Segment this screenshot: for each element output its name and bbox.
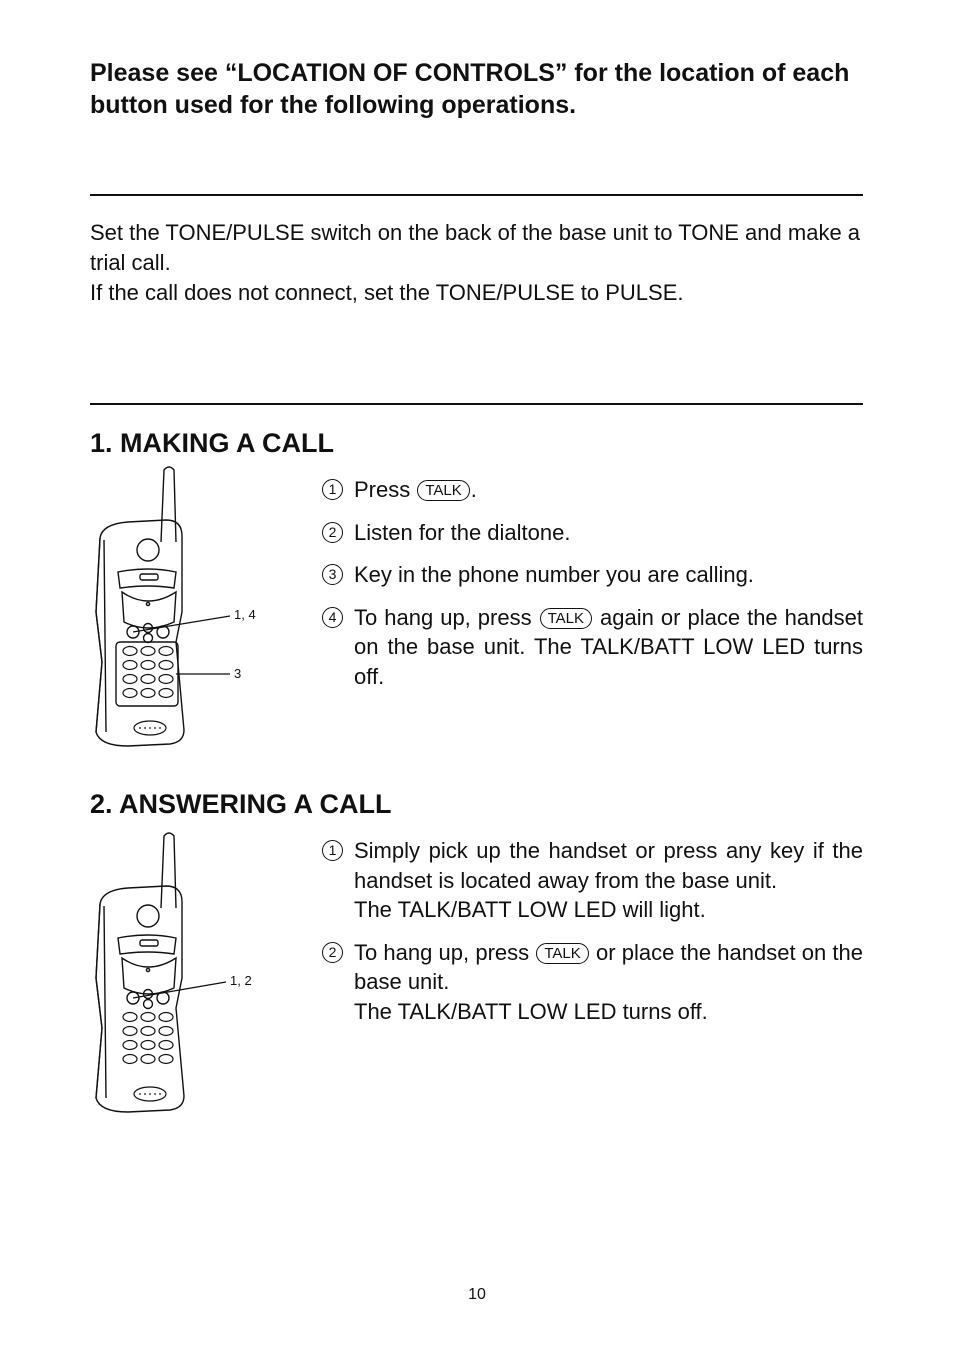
answering-call-heading: 2. ANSWERING A CALL <box>90 789 392 819</box>
step-text: To hang up, press <box>354 939 530 965</box>
step-text: The TALK/BATT LOW LED turns off. <box>354 998 708 1024</box>
making-call-heading: 1. MAKING A CALL <box>90 428 334 458</box>
callout-talk-label: 1, 2 <box>230 973 252 988</box>
step-number: 1 <box>322 840 343 861</box>
section-divider <box>90 194 863 196</box>
talk-key-icon: TALK <box>536 943 588 964</box>
answering-call-steps <box>322 836 863 1026</box>
step-hang-up <box>322 603 863 692</box>
making-call-steps <box>322 475 863 691</box>
talk-key-icon: TALK <box>417 480 469 501</box>
handset-illustration <box>88 462 278 754</box>
step-text: Key in the phone number you are calling. <box>354 562 754 587</box>
step-text: or place the handset on the base unit. <box>354 939 863 994</box>
intro-note: Please see “LOCATION OF CONTROLS” for the location of each button used for the following operations. <box>90 59 850 119</box>
step-text: Listen for the dialtone. <box>354 519 571 545</box>
step-text: again or place the handset on the base unit. The TALK/BATT LOW LED turns off. <box>354 604 863 689</box>
callout-keypad-label: 3 <box>234 666 242 681</box>
step-text: Press <box>354 477 411 502</box>
step-number: 2 <box>322 942 343 963</box>
tone-pulse-text: Set the TONE/PULSE switch on the back of the base unit to TONE and make a trial call. <box>90 220 861 275</box>
step-text: . <box>470 477 477 502</box>
step-pick-up <box>322 836 863 925</box>
step-number: 1 <box>322 479 343 500</box>
tone-pulse-fallback-text: If the call does not connect, set the TONE/PULSE to PULSE. <box>90 280 684 305</box>
step-text: Simply pick up the handset or press any key if the handset is located away from the base unit. <box>354 838 863 893</box>
step-number: 3 <box>322 564 343 585</box>
step-hang-up <box>322 938 863 1027</box>
handset-illustration <box>88 828 278 1120</box>
section-divider <box>90 403 863 405</box>
step-press-talk <box>322 475 863 505</box>
callout-talk-label: 1, 4 <box>234 607 256 622</box>
step-text: To hang up, press <box>354 604 532 630</box>
step-listen-dialtone <box>322 518 863 548</box>
step-key-in-number <box>322 560 863 590</box>
page-number: 10 <box>468 1286 486 1303</box>
talk-key-icon: TALK <box>540 608 592 629</box>
tone-pulse-note <box>90 218 870 308</box>
step-number: 4 <box>322 607 343 628</box>
step-text: The TALK/BATT LOW LED will light. <box>354 897 706 922</box>
step-number: 2 <box>322 522 343 543</box>
